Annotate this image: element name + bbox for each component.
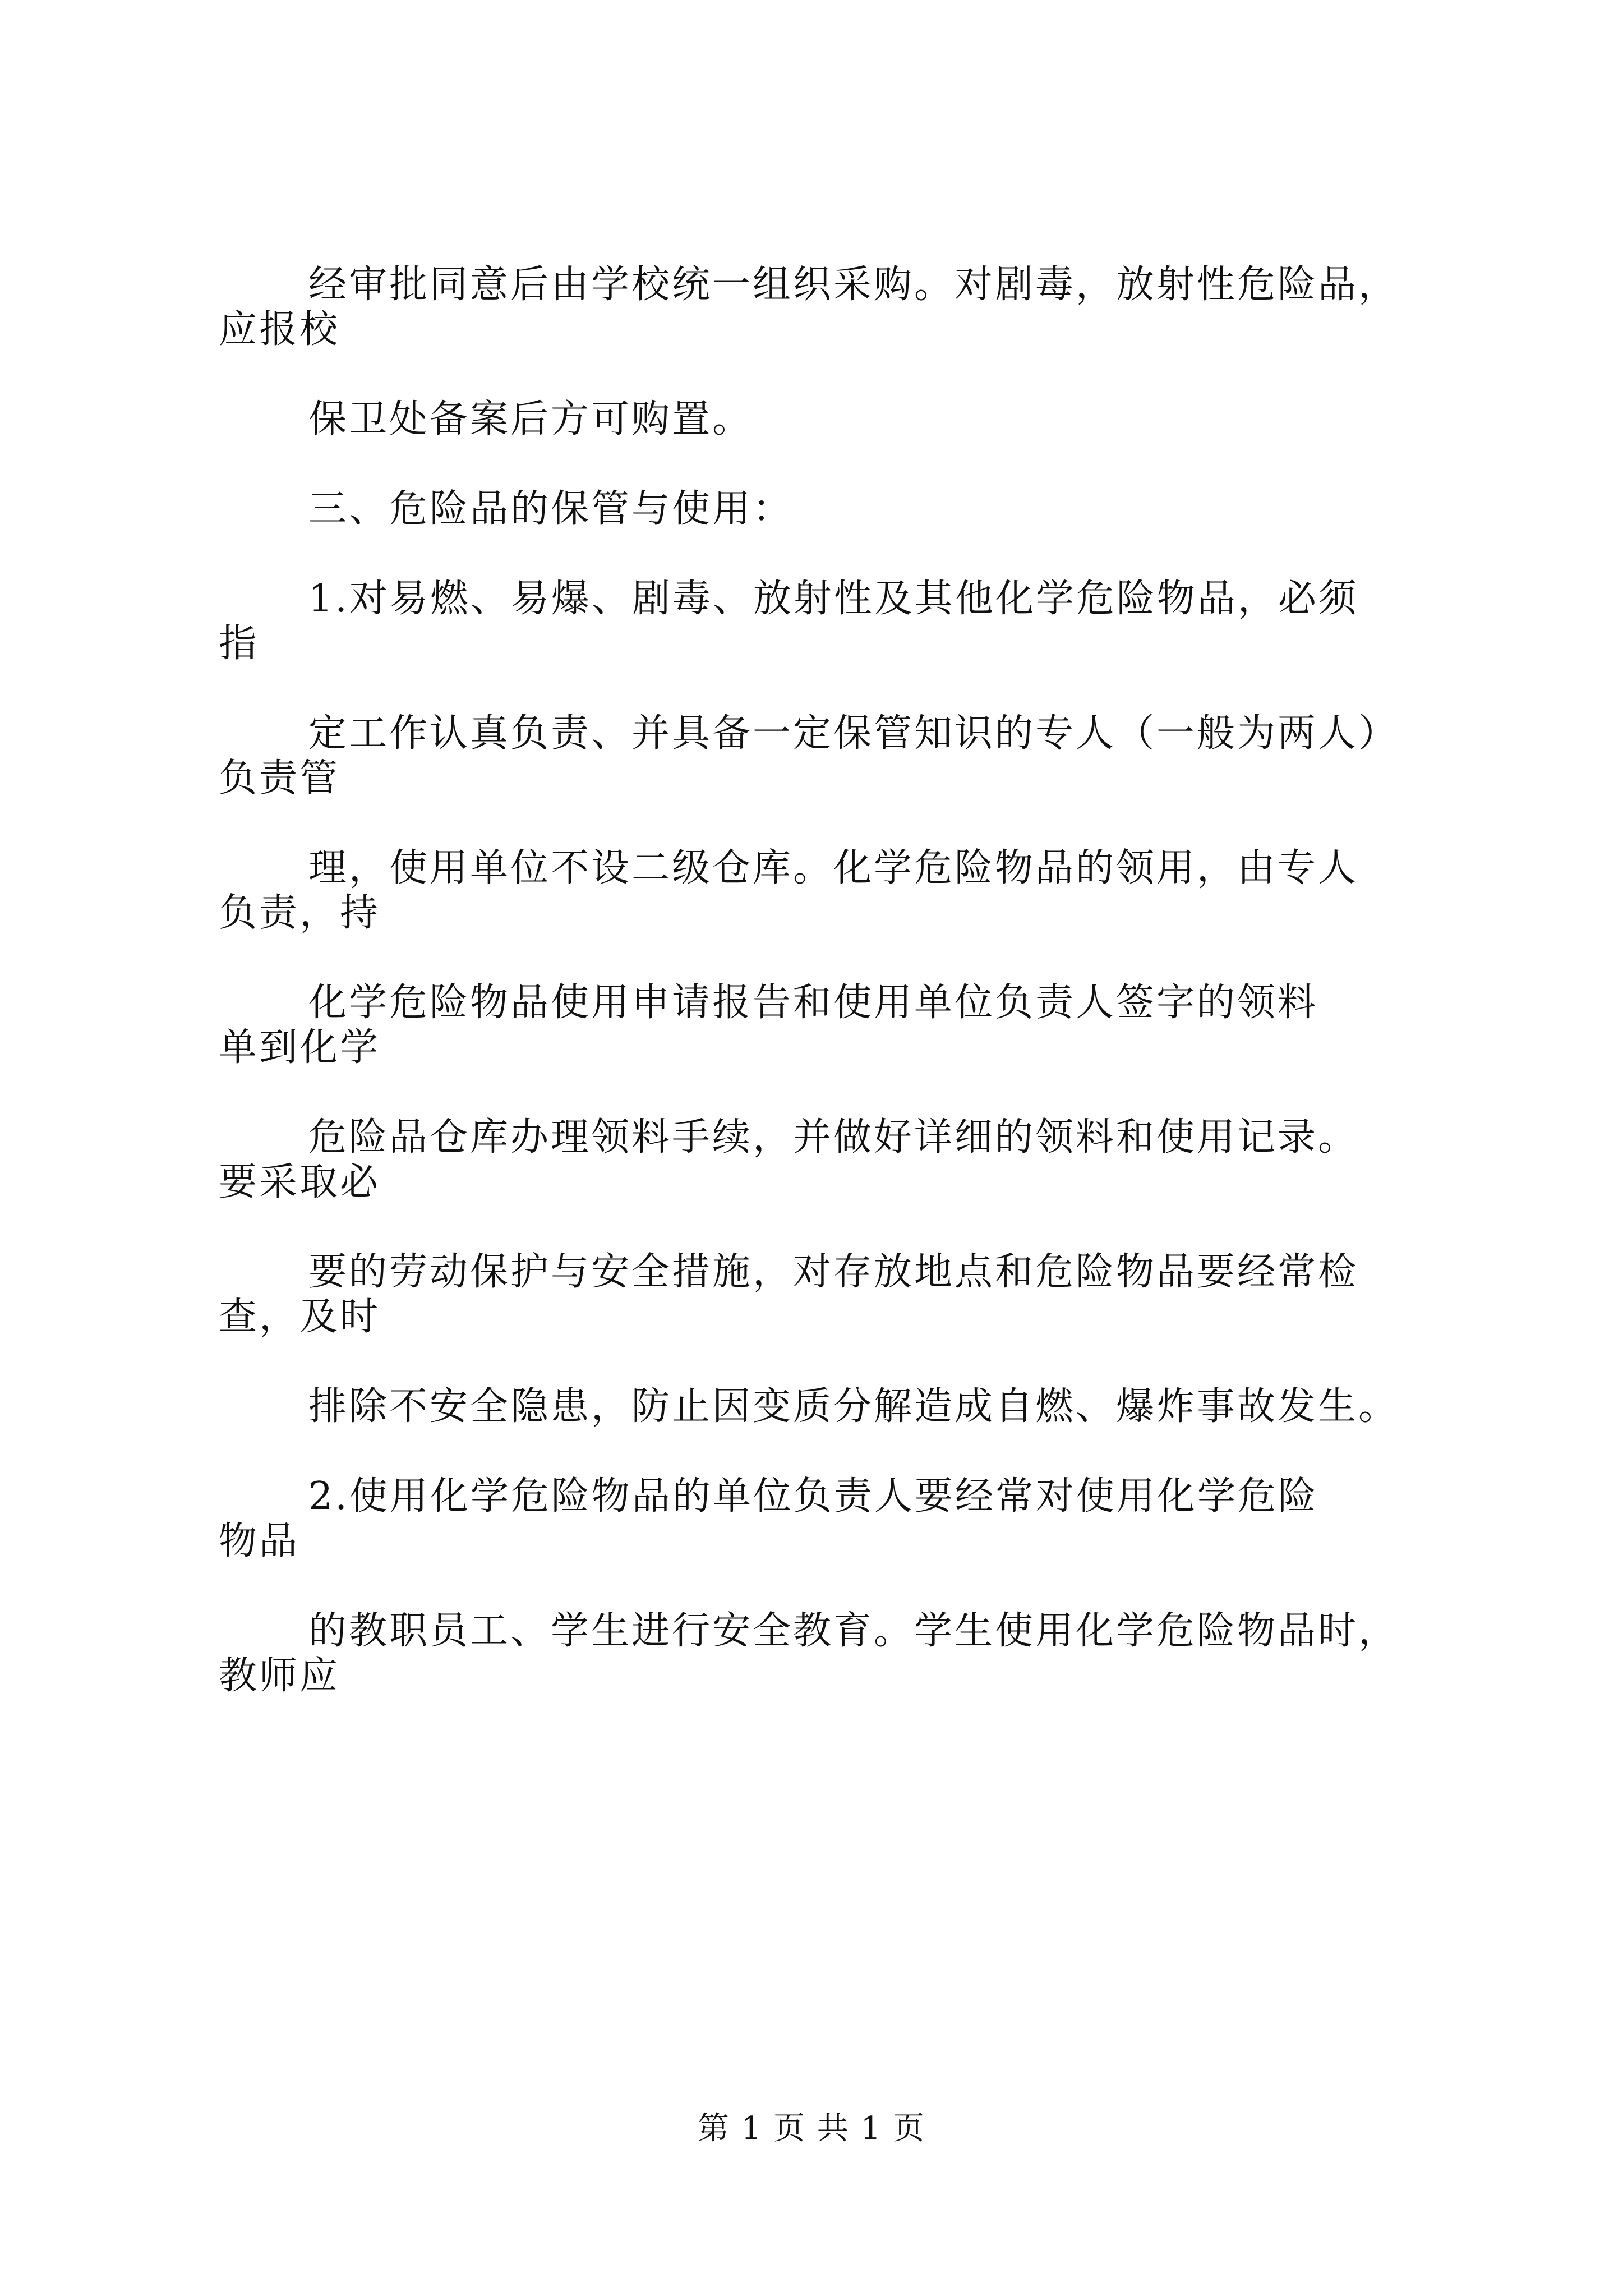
text-line: 的教职员工、学生进行安全教育。学生使用化学危险物品时， (308, 1609, 1399, 1653)
text-line: 危险品仓库办理领料手续，并做好详细的领料和使用记录。 (308, 1115, 1359, 1159)
text-line: 指 (219, 622, 260, 666)
text-line: 要的劳动保护与安全措施，对存放地点和危险物品要经常检 (308, 1250, 1359, 1294)
text-line: 经审批同意后由学校统一组织采购。对剧毒，放射性危险品， (308, 263, 1399, 307)
text-line: 保卫处备案后方可购置。 (308, 397, 753, 441)
text-line: 单到化学 (219, 1025, 381, 1070)
page-number-footer: 第 1 页 共 1 页 (697, 2110, 926, 2147)
section-heading: 三、危险品的保管与使用： (308, 487, 794, 531)
text-line: 负责，持 (219, 891, 381, 935)
text-line: 排除不安全隐患，防止因变质分解造成自燃、爆炸事故发生。 (308, 1384, 1399, 1429)
text-line: 1.对易燃、易爆、剧毒、放射性及其他化学危险物品，必须 (308, 577, 1359, 621)
document-body (219, 263, 1441, 1699)
text-line: 物品 (219, 1519, 300, 1563)
text-line: 2.使用化学危险物品的单位负责人要经常对使用化学危险 (308, 1474, 1318, 1519)
text-line: 教师应 (219, 1654, 340, 1698)
text-line: 理，使用单位不设二级仓库。化学危险物品的领用，由专人 (308, 846, 1359, 890)
text-line: 要采取必 (219, 1160, 381, 1204)
text-line: 定工作认真负责、并具备一定保管知识的专人（一般为两人） (308, 711, 1399, 756)
text-line: 负责管 (219, 756, 340, 800)
text-line: 查，及时 (219, 1295, 381, 1339)
text-line: 应报校 (219, 307, 340, 352)
text-line: 化学危险物品使用申请报告和使用单位负责人签字的领料 (308, 981, 1318, 1025)
